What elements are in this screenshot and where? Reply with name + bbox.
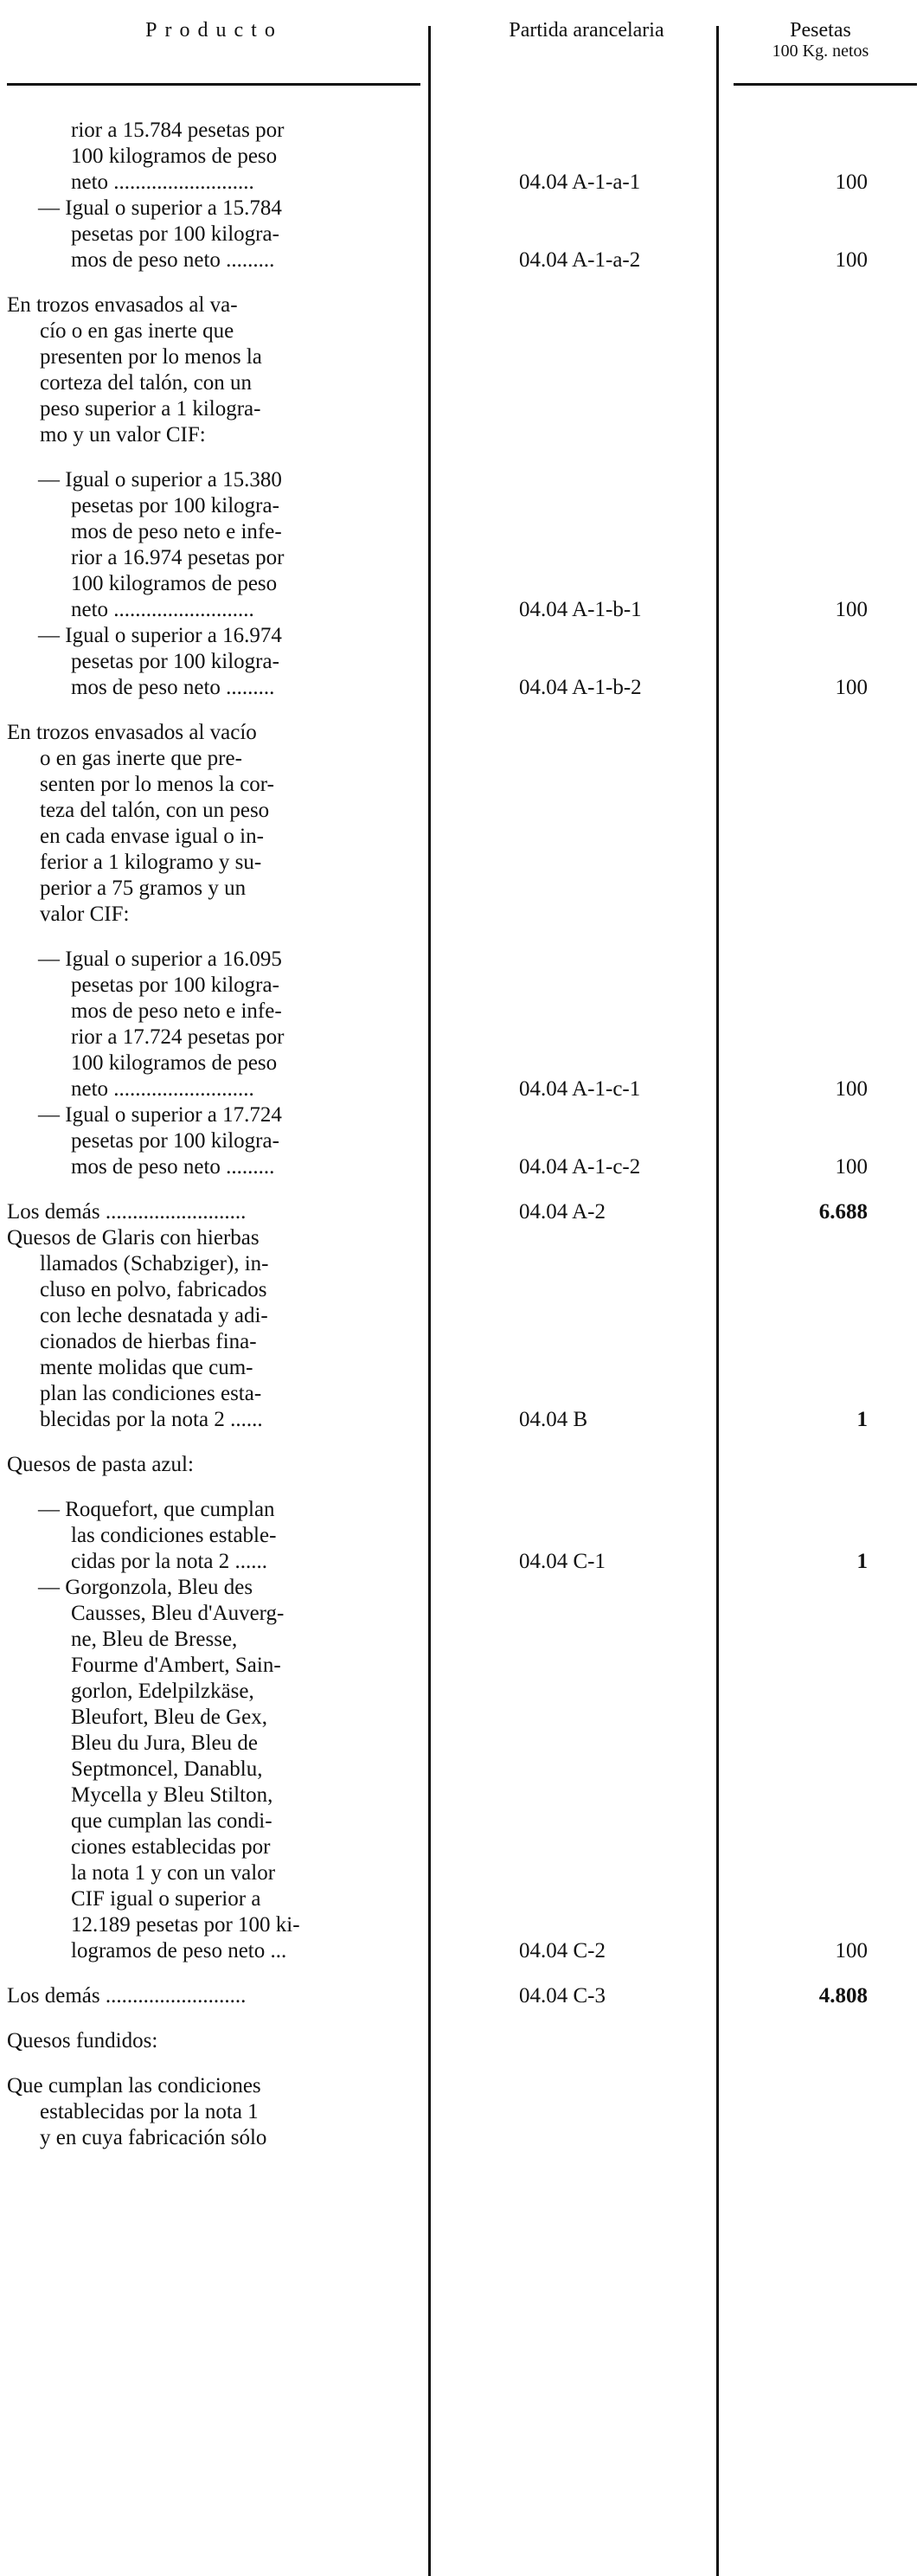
pesetas-value: 100 — [835, 248, 868, 272]
pesetas-value: 100 — [835, 1939, 868, 1963]
row-spacer — [0, 2054, 923, 2073]
tariff-code: 04.04 A-1-b-1 — [519, 598, 642, 621]
product-description: — Igual o superior a 15.784 pesetas por 100 kilogra- mos de peso neto ......... — [38, 196, 282, 272]
header-pesetas-label: Pesetas — [790, 19, 851, 42]
product-description: — Igual o superior a 16.974 pesetas por 100 kilogra- mos de peso neto ......... — [38, 624, 282, 699]
table-row — [0, 292, 923, 448]
header-partida-arancelaria: Partida arancelaria — [509, 19, 664, 42]
tariff-code: 04.04 A-1-c-2 — [519, 1155, 641, 1179]
pesetas-value: 100 — [835, 1155, 868, 1179]
table-row — [0, 1575, 923, 1964]
header-rule-pesetas — [734, 83, 917, 86]
tariff-code: 04.04 C-1 — [519, 1550, 606, 1573]
product-description: Quesos fundidos: — [7, 2029, 158, 2052]
pesetas-value: 100 — [835, 598, 868, 621]
header-pesetas — [718, 19, 923, 61]
row-spacer — [0, 448, 923, 467]
row-spacer — [0, 1964, 923, 1983]
row-spacer — [0, 273, 923, 292]
pesetas-value: 1 — [856, 1550, 868, 1573]
tariff-code: 04.04 A-1-a-1 — [519, 170, 641, 194]
table-row — [0, 947, 923, 1102]
table-row — [0, 1225, 923, 1433]
row-spacer — [0, 1180, 923, 1199]
row-spacer — [0, 2009, 923, 2028]
pesetas-value: 100 — [835, 676, 868, 699]
table-row — [0, 623, 923, 701]
table-row — [0, 1199, 923, 1225]
row-spacer — [0, 1433, 923, 1452]
table-row — [0, 1497, 923, 1575]
product-description: — Igual o superior a 17.724 pesetas por 100 kilogra- mos de peso neto ......... — [38, 1103, 282, 1179]
product-description: — Gorgonzola, Bleu des Causses, Bleu d'Auverg- ne, Bleu de Bresse, Fourme d'Ambert, Sain- gorlon, Edelpilzkäse, Bleufort, Bleu de Gex, Bleu du Jura, Bleu de Septmoncel, Danablu, Mycella y Bleu Stilton, que cumplan las condi- ciones establecidas por la nota 1 y con un valor CIF igual o superior a 12.189 pesetas por 100 ki- logramos de peso neto ... — [38, 1576, 300, 1963]
tariff-code: 04.04 C-2 — [519, 1939, 606, 1963]
product-description: — Igual o superior a 15.380 pesetas por 100 kilogra- mos de peso neto e infe- rior a 16.974 pesetas por 100 kilogramos de peso neto .......................... — [38, 468, 285, 621]
product-description: En trozos envasados al va- cío o en gas inerte que presenten por lo menos la corteza del talón, con un peso superior a 1 kilogra- mo y un valor CIF: — [7, 293, 262, 446]
product-description: Los demás .......................... — [7, 1200, 247, 1224]
table-row — [0, 2028, 923, 2054]
tariff-code: 04.04 A-2 — [519, 1200, 606, 1224]
row-spacer — [0, 928, 923, 947]
tariff-code: 04.04 A-1-a-2 — [519, 248, 641, 272]
product-description: Los demás .......................... — [7, 1984, 247, 2007]
pesetas-value: 100 — [835, 1077, 868, 1101]
pesetas-value: 6.688 — [818, 1200, 868, 1224]
pesetas-value: 4.808 — [818, 1984, 868, 2007]
product-description: — Igual o superior a 16.095 pesetas por 100 kilogra- mos de peso neto e infe- rior a 17.724 pesetas por 100 kilogramos de peso neto .......................... — [38, 948, 285, 1101]
row-spacer — [0, 701, 923, 720]
table-row — [0, 1102, 923, 1180]
row-spacer — [0, 1478, 923, 1497]
tariff-code: 04.04 A-1-b-2 — [519, 676, 642, 699]
product-description: Que cumplan las condiciones establecidas por la nota 1 y en cuya fabricación sólo — [7, 2074, 267, 2149]
tariff-table-body — [0, 118, 923, 2151]
tariff-code: 04.04 C-3 — [519, 1984, 606, 2007]
product-description: Quesos de Glaris con hierbas llamados (Schabziger), in- cluso en polvo, fabricados con leche desnatada y adi- cionados de hierbas fina- mente molidas que cum- plan las condiciones esta- blecidas por la nota 2 ...... — [7, 1226, 269, 1431]
header-producto: Producto — [145, 19, 283, 42]
tariff-code: 04.04 A-1-c-1 — [519, 1077, 641, 1101]
product-description: Quesos de pasta azul: — [7, 1453, 194, 1476]
product-description: rior a 15.784 pesetas por 100 kilogramos de peso neto .......................... — [71, 119, 285, 194]
table-row — [0, 2073, 923, 2151]
tariff-code: 04.04 B — [519, 1408, 588, 1431]
table-row — [0, 720, 923, 928]
pesetas-value: 100 — [835, 170, 868, 194]
pesetas-value: 1 — [856, 1408, 868, 1431]
table-row — [0, 196, 923, 273]
table-row — [0, 1983, 923, 2009]
table-row — [0, 1452, 923, 1478]
table-row — [0, 467, 923, 623]
table-row — [0, 118, 923, 196]
product-description: — Roquefort, que cumplan las condiciones estable- cidas por la nota 2 ...... — [38, 1498, 277, 1573]
header-pesetas-unit: 100 Kg. netos — [772, 42, 869, 61]
product-description: En trozos envasados al vacío o en gas inerte que pre- senten por lo menos la cor- teza del talón, con un peso en cada envase igual o in- ferior a 1 kilogramo y su- perior a 75 gramos y un valor CIF: — [7, 721, 274, 926]
header-rule-producto — [7, 83, 420, 86]
